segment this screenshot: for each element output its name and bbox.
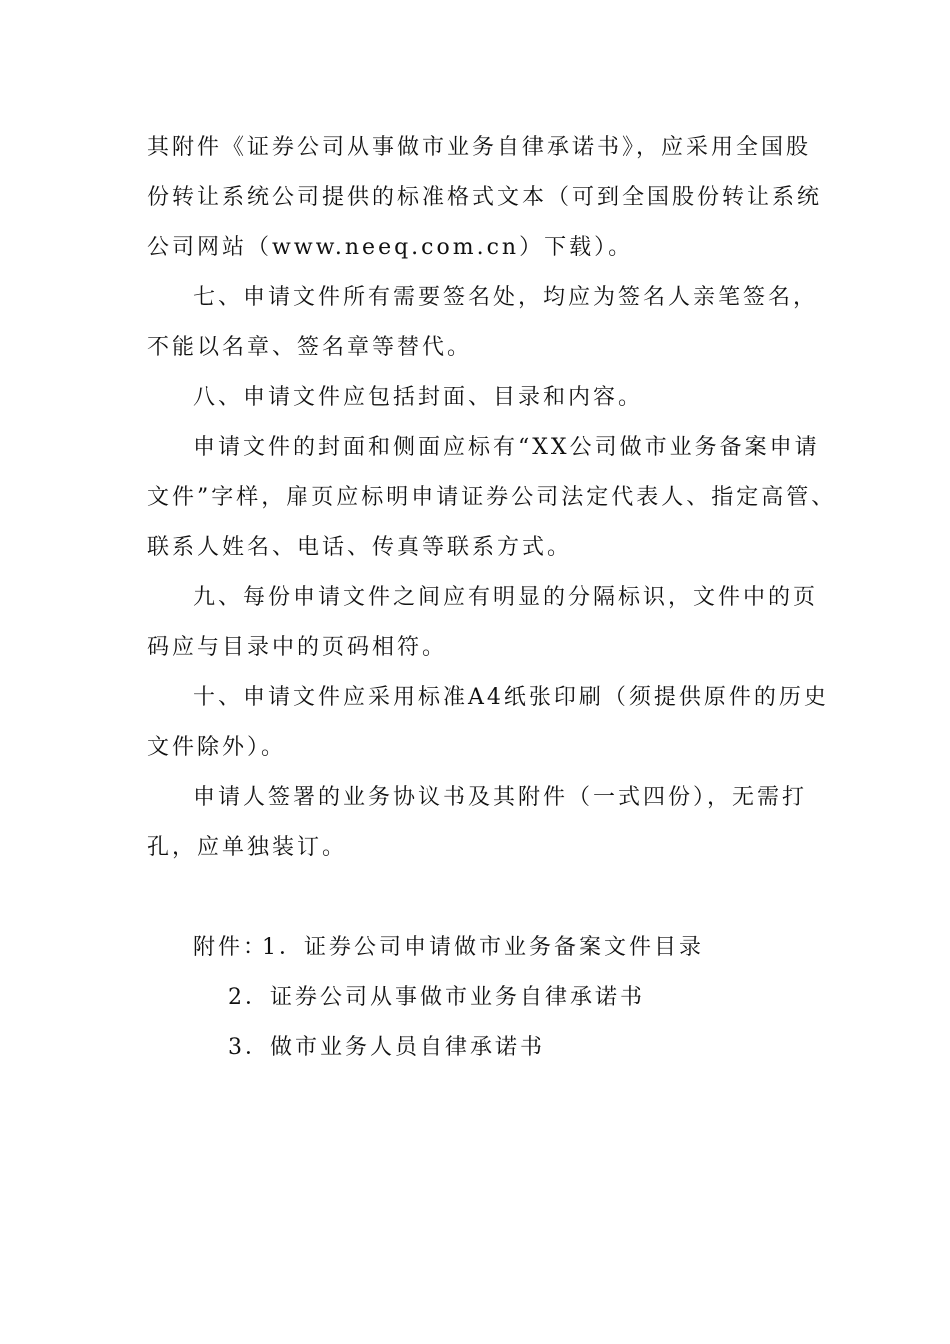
body-line-6: 八、申请文件应包括封面、目录和内容。 [193,385,644,410]
body-line-15: 孔，应单独装订。 [147,835,348,860]
body-line-2: 份转让系统公司提供的标准格式文本（可到全国股份转让系统 [147,185,823,210]
body-line-1: 其附件《证券公司从事做市业务自律承诺书》，应采用全国股 [147,135,812,160]
body-line-4: 七、申请文件所有需要签名处，均应为签名人亲笔签名， [193,285,819,310]
body-line-7: 申请文件的封面和侧面应标有“XX公司做市业务备案申请 [193,435,820,460]
body-line-14: 申请人签署的业务协议书及其附件（一式四份），无需打 [193,785,808,810]
body-line-9: 联系人姓名、电话、传真等联系方式。 [147,535,573,560]
body-line-8: 文件”字样，扉页应标明申请证券公司法定代表人、指定高管、 [147,485,837,510]
body-line-5: 不能以名章、签名章等替代。 [147,335,473,360]
attachment-item-2: 2．证券公司从事做市业务自律承诺书 [228,985,645,1010]
attachments-label: 附件： [193,935,269,960]
body-line-10: 九、每份申请文件之间应有明显的分隔标识，文件中的页 [193,585,819,610]
body-line-12: 十、申请文件应采用标准A4纸张印刷（须提供原件的历史 [193,685,829,710]
body-line-13: 文件除外）。 [147,735,287,760]
attachment-item-3: 3．做市业务人员自律承诺书 [228,1035,545,1060]
attachment-item-1: 1．证券公司申请做市业务备案文件目录 [262,935,704,960]
body-line-11: 码应与目录中的页码相符。 [147,635,448,660]
body-line-3: 公司网站（www.neeq.com.cn）下载）。 [147,235,634,260]
